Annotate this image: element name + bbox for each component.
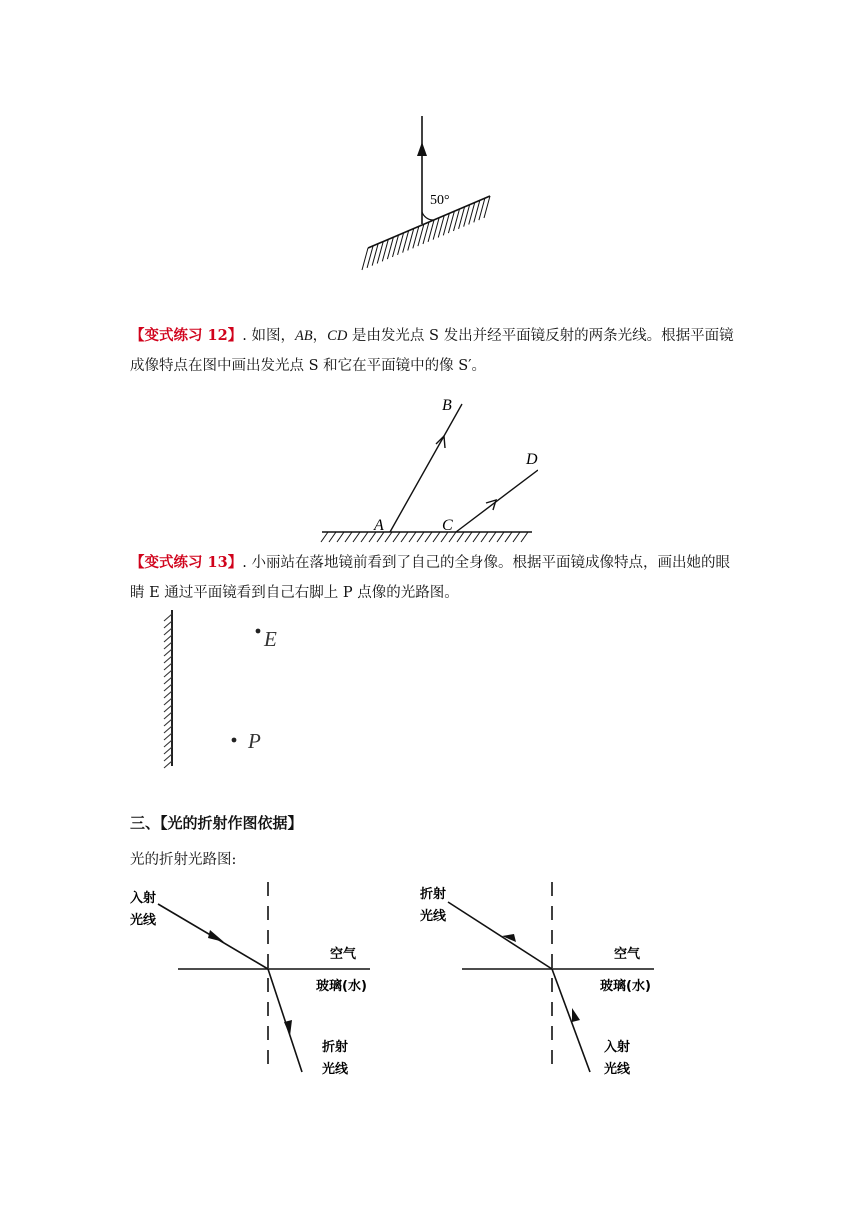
hatch-mark: [393, 532, 400, 542]
hatch-mark: [164, 754, 172, 761]
hatch-mark: [401, 532, 408, 542]
hatch-mark: [164, 747, 172, 754]
hatch-mark: [521, 532, 528, 542]
incident-arrow: [208, 930, 224, 942]
hatch-mark: [164, 698, 172, 705]
incident-ray: [552, 969, 590, 1072]
exercise-12-tag: 【变式练习 12】: [130, 327, 243, 344]
hatch-mark: [505, 532, 512, 542]
mirror-hatching: [321, 532, 528, 542]
refracted-ray: [268, 969, 302, 1072]
point-e: [256, 629, 261, 634]
hatch-mark: [481, 532, 488, 542]
incident-arrow: [572, 1008, 580, 1022]
hatch-mark: [164, 670, 172, 677]
ray-ab-label: AB: [294, 328, 313, 344]
comma: ，: [312, 328, 328, 344]
hatch-mark: [329, 532, 336, 542]
hatch-mark: [361, 532, 368, 542]
point-c-label: C: [442, 517, 453, 534]
hatch-mark: [164, 663, 172, 670]
point-e-label: E: [264, 627, 277, 651]
incident-ray-label-1: 入射: [130, 891, 157, 906]
hatch-mark: [433, 532, 440, 542]
hatch-mark: [465, 532, 472, 542]
hatch-mark: [164, 677, 172, 684]
incident-ray-label-2: 光线: [604, 1062, 631, 1077]
hatch-mark: [457, 532, 464, 542]
refracted-ray-label-1: 折射: [420, 887, 447, 902]
refraction-diagram-right: [418, 876, 678, 1086]
hatch-mark: [164, 628, 172, 635]
ray-cd: [456, 470, 538, 532]
refracted-ray: [448, 902, 552, 969]
hatch-mark: [164, 740, 172, 747]
glass-label: 玻璃(水): [316, 979, 367, 994]
text-segment: 如图，: [246, 328, 295, 344]
point-p: [232, 738, 237, 743]
ray-ab: [390, 404, 462, 532]
hatch-mark: [164, 705, 172, 712]
mirror-hatching: [362, 196, 490, 270]
hatch-mark: [417, 532, 424, 542]
hatch-mark: [513, 532, 520, 542]
hatch-mark: [353, 532, 360, 542]
hatch-mark: [164, 621, 172, 628]
hatch-mark: [489, 532, 496, 542]
hatch-mark: [425, 532, 432, 542]
point-b-label: B: [442, 397, 452, 414]
refracted-ray-label-2: 光线: [322, 1062, 349, 1077]
section-subheading: 光的折射光路图:: [130, 852, 237, 868]
point-p-label: P: [248, 729, 261, 753]
hatch-mark: [164, 642, 172, 649]
hatch-mark: [385, 532, 392, 542]
point-a-label: A: [374, 517, 384, 534]
period: .: [242, 555, 247, 571]
hatch-mark: [345, 532, 352, 542]
exercise-12-text: [130, 321, 740, 381]
mirror-hatching: [164, 614, 172, 768]
hatch-mark: [337, 532, 344, 542]
hatch-mark: [164, 635, 172, 642]
refracted-ray-label-1: 折射: [322, 1040, 349, 1055]
angle-arc: [422, 212, 433, 220]
mirror-angle-figure: [360, 112, 500, 277]
hatch-mark: [164, 614, 172, 621]
air-label: 空气: [614, 947, 641, 962]
hatch-mark: [164, 726, 172, 733]
air-label: 空气: [330, 947, 357, 962]
hatch-mark: [164, 656, 172, 663]
hatch-mark: [164, 649, 172, 656]
refracted-arrow: [284, 1020, 292, 1036]
angle-label: 50°: [430, 193, 450, 208]
reflected-rays-figure: [318, 392, 538, 546]
vertical-mirror-figure: [160, 606, 300, 772]
hatch-mark: [473, 532, 480, 542]
hatch-mark: [164, 712, 172, 719]
hatch-mark: [164, 684, 172, 691]
hatch-mark: [164, 761, 172, 768]
refracted-ray-label-2: 光线: [420, 909, 447, 924]
text-segment: 小丽站在落地镜前看到了自己的全身像。根据平面镜成像特点，画出她的眼睛 E 通过平面镜看到自己右脚上 P 点像的光路图。: [130, 555, 730, 601]
hatch-mark: [164, 691, 172, 698]
hatch-mark: [164, 719, 172, 726]
ray-arrowhead: [417, 142, 427, 156]
exercise-13-tag: 【变式练习 13】: [130, 554, 243, 571]
hatch-mark: [409, 532, 416, 542]
section-heading: 三、【光的折射作图依据】: [130, 814, 303, 832]
ray-cd-label: CD: [327, 328, 348, 344]
hatch-mark: [164, 733, 172, 740]
text-segment: 是由发光点 S 发出并经平面镜反射的两条光线。根据平面镜成像特点在图中画出发光点 S 和它在平面镜中的像 S′。: [130, 328, 734, 374]
point-d-label: D: [526, 451, 538, 468]
incident-ray-label-1: 入射: [604, 1040, 631, 1055]
glass-label: 玻璃(水): [600, 979, 651, 994]
hatch-mark: [321, 532, 328, 542]
hatch-mark: [497, 532, 504, 542]
refraction-diagram-left: [130, 876, 390, 1086]
incident-ray-label-2: 光线: [130, 913, 157, 928]
period: .: [242, 328, 247, 344]
exercise-13-text: [130, 548, 740, 608]
